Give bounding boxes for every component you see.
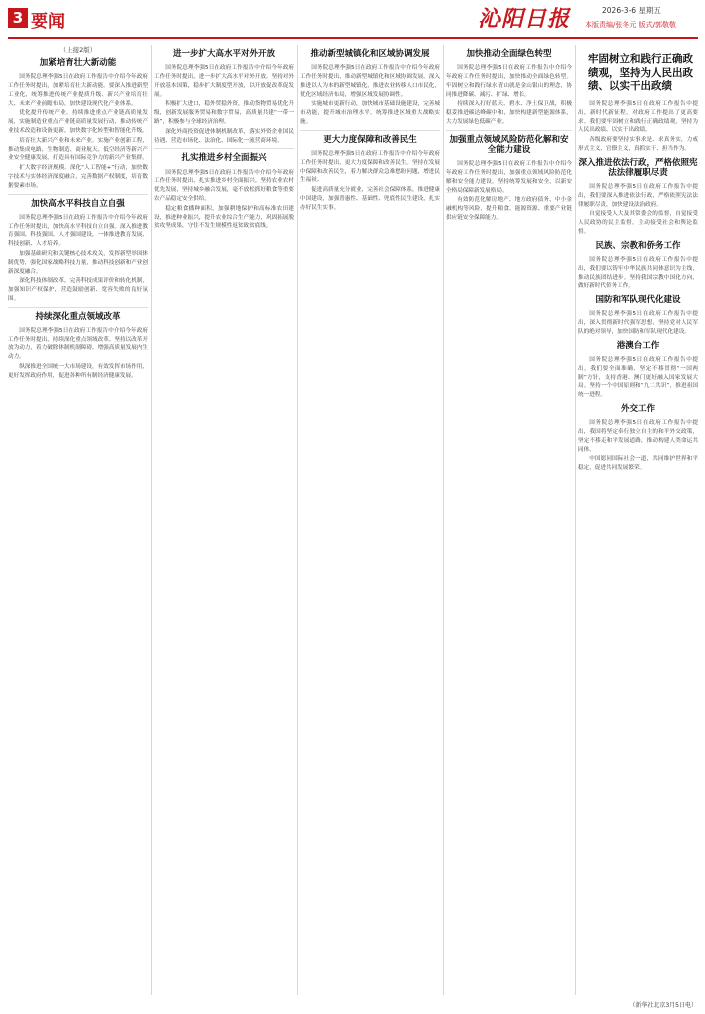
- column-divider: [575, 45, 576, 995]
- article-paragraph: 国务院总理李强5日在政府工作报告中介绍今年政府工作任务时提出，扎实推进乡村全面振兴。坚持农业农村优先发展，坚持城乡融合发展，毫不放松抓好粮食等重要农产品稳定安全供给。: [154, 169, 294, 202]
- article-paragraph: 各级政府要坚持实事求是、求真务实，力戒形式主义、官僚主义，真抓实干、担当作为。: [578, 137, 698, 152]
- article-urbanization: [300, 49, 440, 127]
- article-paragraph: 国务院总理李强5日在政府工作报告中提出，我们要全面准确、坚定不移贯彻“一国两制”方针，支持香港、澳门更好融入国家发展大局。坚持一个中国原则和“九二共识”，推进祖国统一进程。: [578, 357, 698, 399]
- column-1: [8, 45, 148, 382]
- column-3: [300, 45, 440, 214]
- article-paragraph: 自觉接受人大及其常委会的监督，自觉接受人民政协的民主监督，主动接受社会和舆论监督。: [578, 211, 698, 236]
- article-tech-self-reliance: [8, 199, 148, 304]
- article-title: 加紧培育壮大新动能: [39, 58, 117, 68]
- article-title: 扎实推进乡村全面振兴: [181, 153, 267, 164]
- article-opening-up: [154, 49, 294, 145]
- column-2: [154, 45, 294, 232]
- article-green-transition: [446, 49, 572, 127]
- editor-credit: 本版责编/张冬元 版式/郭敬敬: [585, 21, 676, 29]
- article-rule-of-law: [578, 158, 698, 237]
- column-5: [578, 45, 698, 474]
- article-title: 外交工作: [620, 403, 655, 414]
- article-title: 民族、宗教和侨务工作: [595, 240, 681, 251]
- article-paragraph: 国务院总理李强5日在政府工作报告中介绍今年政府工作任务时提出，更大力度保障和改善民生。坚持在发展中保障和改善民生，着力解决群众急难愁盼问题，增进民生福祉。: [300, 150, 440, 184]
- article-separator: [8, 194, 148, 195]
- continued-note: （上接2版）: [59, 46, 97, 54]
- article-paragraph: 培育壮大新兴产业和未来产业。实施产业创新工程，推动集成电路、生物制造、商业航天、低空经济等新兴产业安全健康发展，打造具有国际竞争力的新兴产业集群。: [8, 137, 148, 162]
- article-diplomacy: [578, 404, 698, 473]
- section-number: 3: [8, 8, 28, 28]
- article-paragraph: 积极扩大进口，稳外贸稳外资，推动货物贸易优化升级，创新发展服务贸易和数字贸易，高质量共建“一带一路”，积极参与全球经济治理。: [154, 101, 294, 125]
- article-paragraph: 中国愿同国际社会一道，共同维护世界和平稳定，促进共同发展繁荣。: [578, 456, 698, 472]
- article-paragraph: 国务院总理李强5日在政府工作报告中介绍今年政府工作任务时提出，进一步扩大高水平对外开放。坚持对外开放基本国策，稳步扩大制度型开放，以开放促改革促发展。: [154, 65, 294, 98]
- issue-date: 2026-3-6 星期五: [602, 6, 661, 15]
- article-paragraph: 深化科技体制改革，完善科技成果评价和转化机制，加强知识产权保护，营造鼓励创新、宽容失败的良好氛围。: [8, 278, 148, 302]
- article-new-momentum: [8, 58, 148, 191]
- article-paragraph: 加强基础研究和关键核心技术攻关，发挥新型举国体制优势，强化国家战略科技力量，推动科技创新和产业创新深度融合。: [8, 250, 148, 275]
- article-title: 深入推进依法行政，严格依照宪法法律履职尽责: [578, 157, 698, 178]
- article-title: 牢固树立和践行正确政绩观，坚持为人民出政绩、以实干出政绩: [588, 53, 693, 93]
- article-rural-revitalization: [154, 153, 294, 231]
- article-paragraph: 稳定粮食播种面积，加强耕地保护和高标准农田建设，推进种业振兴，提升农业综合生产能力，巩固拓展脱贫攻坚成果，守住不发生规模性返贫致贫底线。: [154, 205, 294, 230]
- article-paragraph: 国务院总理李强5日在政府工作报告中介绍今年政府工作任务时提出，加紧培育壮大新动能。要深入推进新型工业化，统筹推进传统产业提质升级、新兴产业培育壮大、未来产业前瞻布局，加快建设现代化产业体系。: [8, 74, 148, 107]
- article-paragraph: 国务院总理李强5日在政府工作报告中提出，我们要以铸牢中华民族共同体意识为主线，推动民族团结进步。坚持我国宗教中国化方向，做好新时代侨务工作。: [578, 257, 698, 290]
- article-separator: [300, 130, 440, 131]
- article-risk-prevention: [446, 135, 572, 223]
- newspaper-logo: 沁阳日报: [478, 6, 571, 32]
- article-separator: [8, 307, 148, 308]
- masthead: [0, 0, 705, 36]
- article-paragraph: 促进高质量充分就业，完善社会保障体系，推进健康中国建设，加强普惠性、基础性、兜底性民生建设，扎实办好民生实事。: [300, 187, 440, 211]
- article-livelihood: [300, 135, 440, 213]
- article-paragraph: 国务院总理李强5日在政府工作报告中提出，新时代新征程，对政府工作提出了更高要求。我们要牢固树立和践行正确政绩观，坚持为人民出政绩、以实干出政绩。: [578, 100, 698, 134]
- article-title: 推动新型城镇化和区域协调发展: [310, 49, 430, 59]
- article-national-defense: [578, 295, 698, 337]
- article-paragraph: 持续深入打好蓝天、碧水、净土保卫战，积极稳妥推进碳达峰碳中和，加快构建新型能源体系，大力发展绿色低碳产业。: [446, 101, 572, 125]
- article-paragraph: 有效防范化解房地产、地方政府债务、中小金融机构等风险，提升粮食、能源资源、重要产业链供应链安全保障能力。: [446, 197, 572, 221]
- article-performance-view: [578, 53, 698, 154]
- article-reform: [8, 312, 148, 381]
- article-paragraph: 实施城市更新行动，加快城市基础设施建设，完善城市功能，提升城市治理水平，统筹推进区域重大战略实施。: [300, 101, 440, 125]
- column-4: [446, 45, 572, 224]
- column-divider: [443, 45, 444, 995]
- article-separator: [154, 148, 294, 149]
- section-name: 要闻: [31, 12, 65, 32]
- article-title: 加快高水平科技自立自强: [31, 198, 125, 209]
- article-paragraph: 纵深推进全国统一大市场建设，有效发挥市场作用，更好发挥政府作用，促进各种所有制经济健康发展。: [8, 364, 148, 379]
- article-paragraph: 国务院总理李强5日在政府工作报告中介绍今年政府工作任务时提出，推动新型城镇化和区域协调发展。深入推进以人为本的新型城镇化，推进农业转移人口市民化，优化区域经济布局，增强区域发展协调性。: [300, 65, 440, 98]
- article-ethnic-religious: [578, 241, 698, 291]
- article-paragraph: 国务院总理李强5日在政府工作报告中介绍今年政府工作任务时提出，加快推动全面绿色转型。牢固树立和践行绿水青山就是金山银山的理念，协同推进降碳、减污、扩绿、增长。: [446, 65, 572, 98]
- article-title: 国防和军队现代化建设: [595, 295, 681, 306]
- article-title: 加快推动全面绿色转型: [466, 49, 552, 59]
- article-title: 加强重点领域风险防范化解和安全能力建设: [449, 134, 569, 155]
- article-paragraph: 国务院总理李强5日在政府工作报告中介绍今年政府工作任务时提出，加强重点领域风险防范化解和安全能力建设。坚持统筹发展和安全，以新安全格局保障新发展格局。: [446, 161, 572, 194]
- article-title: 港澳台工作: [616, 340, 660, 351]
- article-title: 更大力度保障和改善民生: [323, 134, 417, 145]
- source-note: （新华社北京3月5日电）: [629, 1002, 697, 1009]
- header-rule: [8, 37, 698, 39]
- article-paragraph: 优化提升传统产业。持续推进重点产业链高质量发展，实施制造业重点产业链高质量发展行动，推动传统产业技术改造和设备更新，加快数字化转型和智能化升级。: [8, 110, 148, 134]
- article-paragraph: 国务院总理李强5日在政府工作报告中提出，我国将坚定奉行独立自主的和平外交政策，坚定不移走和平发展道路，推动构建人类命运共同体。: [578, 420, 698, 453]
- article-paragraph: 扩大数字经济规模。深化“人工智能+”行动，加快数字技术与实体经济深度融合，完善数据产权制度，培育数据要素市场。: [8, 165, 148, 189]
- article-paragraph: 国务院总理李强5日在政府工作报告中提出，我们要深入推进依法行政，严格依照宪法法律履职尽责，加快建设法治政府。: [578, 184, 698, 208]
- article-separator: [446, 130, 572, 131]
- article-paragraph: 国务院总理李强5日在政府工作报告中提出，深入贯彻新时代强军思想，坚持党对人民军队的绝对领导，加快国防和军队现代化建设。: [578, 311, 698, 336]
- article-paragraph: 国务院总理李强5日在政府工作报告中介绍今年政府工作任务时提出，加快高水平科技自立自强。深入推进教育强国、科技强国、人才强国建设，一体推进教育发展、科技创新、人才培养。: [8, 214, 148, 248]
- article-title: 进一步扩大高水平对外开放: [172, 49, 275, 59]
- article-title: 持续深化重点领域改革: [35, 311, 121, 322]
- article-paragraph: 国务院总理李强5日在政府工作报告中介绍今年政府工作任务时提出，持续深化重点领域改革。坚持以改革开放为动力，着力破除体制机制障碍，增强高质量发展内生动力。: [8, 327, 148, 361]
- column-divider: [297, 45, 298, 995]
- column-divider: [151, 45, 152, 995]
- article-paragraph: 深化外商投资促进体制机制改革，落实外资企业国民待遇，营造市场化、法治化、国际化一流营商环境。: [154, 128, 294, 144]
- article-hk-macao-taiwan: [578, 341, 698, 400]
